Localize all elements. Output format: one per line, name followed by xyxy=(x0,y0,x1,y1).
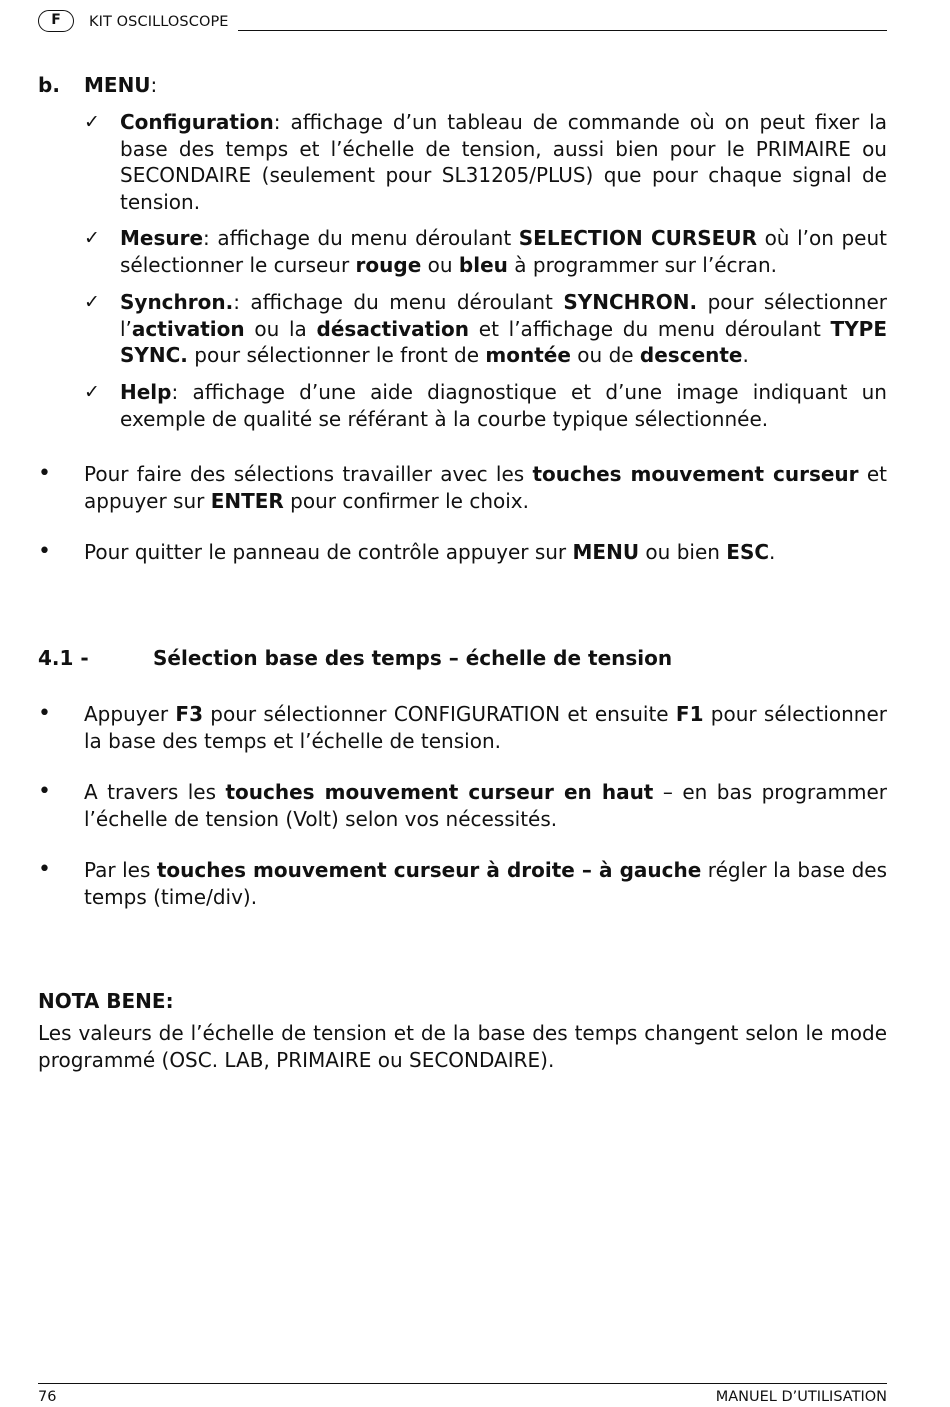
text: pour sélectionner l’ xyxy=(120,290,887,341)
text: A travers les xyxy=(84,780,226,804)
text: ou bien xyxy=(639,540,727,564)
menu-item-configuration xyxy=(120,109,887,215)
section-title-colon: : xyxy=(150,73,158,97)
emphasis: touches mouvement curseur à droite – à gauche xyxy=(156,858,702,882)
text: où l’on peut sélectionner le curseur xyxy=(120,226,888,277)
check-icon: ✓ xyxy=(84,291,100,313)
subsection-number: 4.1 - xyxy=(38,646,89,670)
bullet-icon: • xyxy=(38,779,51,804)
text: ou la xyxy=(244,316,317,341)
text: Pour faire des sélections travailler avec les xyxy=(84,462,533,486)
text: – en bas programmer l’échelle de tension (Volt) selon vos nécessités. xyxy=(84,780,887,831)
emphasis: descente xyxy=(639,343,743,367)
text: Pour quitter le panneau de contrôle appuyer sur xyxy=(84,540,573,564)
page-number: 76 xyxy=(38,1389,57,1405)
check-icon: ✓ xyxy=(84,227,100,249)
instruction-f3 xyxy=(84,701,887,754)
header-rule xyxy=(238,30,887,31)
emphasis: désactivation xyxy=(316,316,470,341)
emphasis: F3 xyxy=(175,702,203,726)
emphasis: MENU xyxy=(572,540,640,564)
instruction-quit xyxy=(84,539,887,566)
text: ou xyxy=(421,252,459,277)
bullet-icon: • xyxy=(38,539,51,564)
text: pour sélectionner la base des temps et l’échelle de tension. xyxy=(84,702,888,753)
text: Appuyer xyxy=(84,702,176,726)
emphasis: touches mouvement curseur en haut xyxy=(225,780,654,804)
language-badge: F xyxy=(38,10,74,32)
header-title: KIT OSCILLOSCOPE xyxy=(89,14,229,30)
bullet-icon: • xyxy=(38,701,51,726)
emphasis: activation xyxy=(131,316,245,341)
term: Configuration xyxy=(120,110,274,134)
footer-rule xyxy=(38,1383,887,1384)
text: : affichage du menu déroulant xyxy=(233,290,564,314)
text: ou de xyxy=(570,343,640,367)
text: Par les xyxy=(84,858,157,882)
emphasis: montée xyxy=(485,343,571,367)
text: pour sélectionner CONFIGURATION et ensuite xyxy=(203,702,676,726)
instruction-selection xyxy=(84,461,887,514)
subsection-title: Sélection base des temps – échelle de tension xyxy=(153,646,673,670)
check-icon: ✓ xyxy=(84,111,100,133)
menu-item-help xyxy=(120,379,887,432)
term: Synchron. xyxy=(120,290,234,314)
emphasis: rouge xyxy=(355,252,422,277)
note-text: Les valeurs de l’échelle de tension et de la base des temps changent selon le mode programmé (OSC. LAB, PRIMAIRE ou SECONDAIRE). xyxy=(38,1021,887,1072)
instruction-timebase xyxy=(84,857,887,910)
section-title xyxy=(84,72,157,98)
section-title-bold: MENU xyxy=(84,73,151,97)
text: à programmer sur l’écran. xyxy=(507,252,778,277)
section-label: b. xyxy=(38,73,60,97)
emphasis: SELECTION CURSEUR xyxy=(518,226,757,250)
text: pour sélectionner le front de xyxy=(187,343,486,367)
text: . xyxy=(769,540,776,564)
term: Mesure xyxy=(120,226,204,250)
text: : affichage du menu déroulant xyxy=(203,226,519,250)
text: et l’affichage du menu déroulant xyxy=(469,316,831,341)
bullet-icon: • xyxy=(38,857,51,882)
menu-item-synchron xyxy=(120,289,887,369)
text: régler la base des temps (time/div). xyxy=(84,858,887,909)
emphasis: SYNCHRON. xyxy=(563,290,698,314)
note-title: NOTA BENE: xyxy=(38,989,174,1013)
emphasis: TYPE SYNC. xyxy=(120,316,887,367)
instruction-voltage xyxy=(84,779,887,832)
emphasis: F1 xyxy=(675,702,704,726)
emphasis: ENTER xyxy=(210,488,284,513)
text: : affichage d’un tableau de commande où on peut fixer la base des temps et l’échelle de tension, aussi bien pour le PRIMAIRE ou SECONDAIRE (seulement pour SL31205/PLUS) que pour chaque signal de tension. xyxy=(120,110,887,214)
bullet-icon: • xyxy=(38,461,51,486)
emphasis: touches mouvement curseur xyxy=(532,462,859,486)
emphasis: bleu xyxy=(458,252,508,277)
text: pour confirmer le choix. xyxy=(283,488,529,513)
check-icon: ✓ xyxy=(84,381,100,403)
menu-item-mesure xyxy=(120,225,887,278)
emphasis: ESC xyxy=(726,540,770,564)
text: et appuyer sur xyxy=(84,462,887,513)
footer-title: MANUEL D’UTILISATION xyxy=(715,1389,887,1405)
text: : affichage d’une aide diagnostique et d’une image indiquant un exemple de qualité se référant à la courbe typique sélectionnée. xyxy=(120,380,887,431)
text: . xyxy=(742,343,749,367)
term: Help xyxy=(120,380,172,404)
